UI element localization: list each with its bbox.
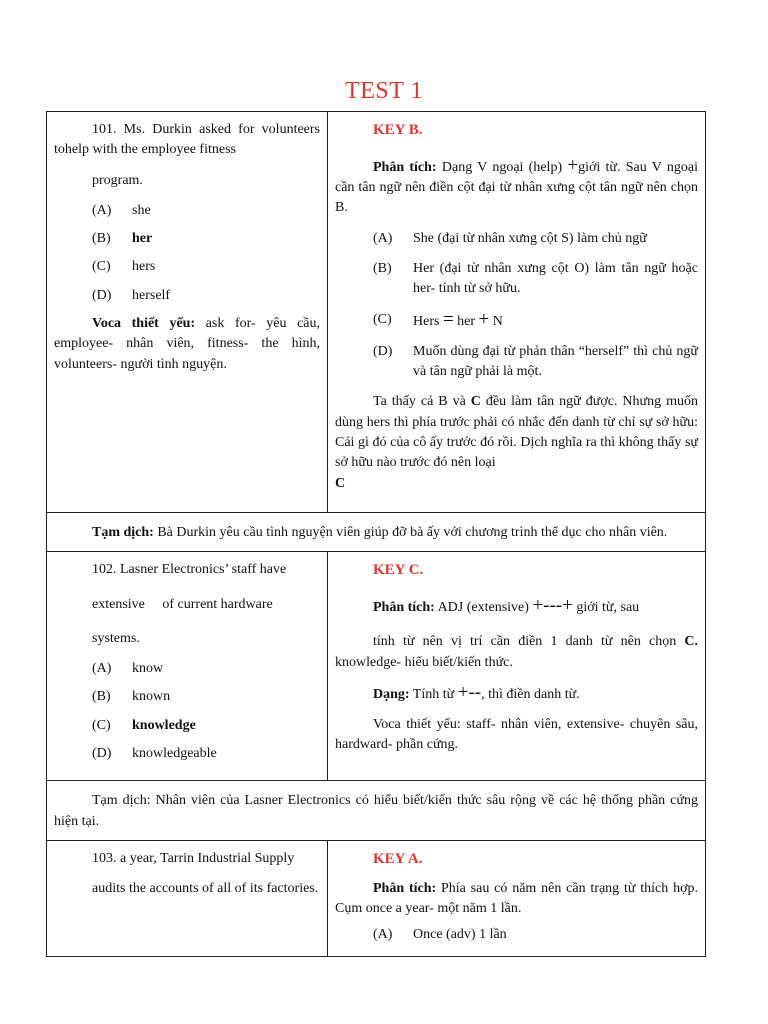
analysis-text xyxy=(335,596,698,618)
vocabulary-text: ask for- yêu cầu, employee- nhân viên, fitness- the hình, volunteers- người tình nguyện. xyxy=(54,316,320,372)
explanation-label: (C) xyxy=(373,311,392,327)
question-103-cell xyxy=(47,841,328,956)
form-part: Tính từ xyxy=(409,686,458,702)
answer-102-cell xyxy=(328,552,705,780)
option-b xyxy=(54,229,320,249)
question-102-text-cont: extensive of current hardware xyxy=(92,596,273,612)
form-label: Dạng: xyxy=(373,686,410,702)
analysis-label: Phân tích: xyxy=(373,880,437,896)
option-a xyxy=(54,659,320,679)
question-102-text: 102. Lasner Electronics’ staff have xyxy=(92,562,287,578)
translation-102-row xyxy=(47,781,705,841)
vocabulary-note: Voca thiết yếu: staff- nhân viên, extensive- chuyên sâu, hardward- phần cứng. xyxy=(335,717,698,753)
question-103-text: 103. a year, Tarrin Industrial Supply xyxy=(92,850,295,866)
analysis-part: tính từ nên vị trí cần điền 1 danh từ nên chọn xyxy=(373,634,685,650)
option-label: (D) xyxy=(92,745,112,761)
option-label: (B) xyxy=(92,231,111,247)
translation-body: Bà Durkin yêu cầu tình nguyện viên giúp đỡ bà ấy với chương trình thể dục cho nhân viên. xyxy=(153,524,668,540)
question-102-row xyxy=(47,552,705,781)
explanation-d xyxy=(335,342,698,383)
option-text: herself xyxy=(132,287,171,303)
conclusion-part: đều làm tân ngữ được. Nhưng muốn dùng hers thì phía trước phải có nhắc đến danh từ chỉ sự sở hữu: Cái gì đó của cô ấy trước đó rồi. Dịch nghĩa ra thì không thấy sự sở hữu nào trước đó nên loại xyxy=(335,394,698,471)
question-101-row xyxy=(47,112,705,513)
analysis-text-cont xyxy=(335,632,698,673)
question-101-text-cont: program. xyxy=(92,172,143,188)
option-label: (A) xyxy=(92,202,112,218)
question-103-row xyxy=(47,841,705,956)
translation-101-row xyxy=(47,513,705,552)
explanation-c xyxy=(335,310,698,332)
explanation-label: (A) xyxy=(373,927,393,943)
analysis-part: Phía sau có năm nên cần trạng từ thích hợp. Cụm once a year- một năm 1 lần. xyxy=(335,880,698,916)
form-part: , thì điền danh từ. xyxy=(481,686,580,702)
explanation-a xyxy=(335,229,698,249)
form-text xyxy=(335,683,698,705)
answer-table xyxy=(46,111,706,957)
option-b xyxy=(54,687,320,707)
plus-dash-symbol: +---+ xyxy=(532,594,573,616)
formula-part: her xyxy=(453,313,479,329)
analysis-text xyxy=(335,156,698,219)
answer-key: KEY C. xyxy=(373,562,424,579)
conclusion-bold: C xyxy=(335,475,346,491)
option-text: know xyxy=(132,661,164,677)
vocabulary-label: Voca thiết yếu: xyxy=(92,316,196,332)
analysis-part: Dạng V ngoại (help) xyxy=(436,159,568,175)
explanation-text: Muốn dùng đại từ phản thân “herself” thì chủ ngữ và tân ngữ phải là một. xyxy=(413,343,698,380)
translation-label: Tạm dịch: xyxy=(92,524,154,540)
option-d xyxy=(54,286,320,306)
translation-text: Tạm dịch: Nhân viên của Lasner Electronics có hiểu biết/kiến thức sâu rộng về các hệ thống phần cứng hiện tại. xyxy=(54,793,698,829)
answer-key: KEY B. xyxy=(373,122,423,138)
option-label: (C) xyxy=(92,259,111,275)
equals-symbol: = xyxy=(442,308,454,330)
explanation-text: Her (đại từ nhân xưng cột O) làm tân ngữ hoặc her- tính từ sở hữu. xyxy=(413,260,698,297)
plus-symbol: + xyxy=(478,308,490,330)
analysis-part: knowledge- hiểu biết/kiến thức. xyxy=(335,654,513,670)
translation-102-cell xyxy=(47,781,705,840)
answer-101-cell xyxy=(328,112,705,512)
option-d xyxy=(54,744,320,764)
analysis-text xyxy=(335,879,698,920)
answer-103-cell xyxy=(328,841,705,956)
analysis-label: Phân tích: xyxy=(373,159,437,175)
explanation-text: She (đại từ nhân xưng cột S) làm chủ ngữ xyxy=(413,230,647,246)
analysis-part: giới từ, sau xyxy=(572,599,640,615)
analysis-label: Phân tích: xyxy=(373,599,435,615)
question-101-cell xyxy=(47,112,328,512)
vocabulary-note xyxy=(54,314,320,375)
option-label: (B) xyxy=(92,689,111,705)
explanation-b xyxy=(335,259,698,300)
option-label: (D) xyxy=(92,287,112,303)
option-text: known xyxy=(132,689,171,705)
option-text: hers xyxy=(132,259,156,275)
option-text-correct: her xyxy=(132,231,153,247)
translation-text xyxy=(54,523,698,543)
formula-part: N xyxy=(489,313,503,329)
plus-symbol: + xyxy=(567,154,579,176)
explanation-label: (D) xyxy=(373,343,393,359)
option-text-correct: knowledge xyxy=(132,717,196,733)
page-title: TEST 1 xyxy=(345,78,423,104)
explanation-a xyxy=(335,925,698,945)
analysis-part: giới từ. Sau V ngoại cần tân ngữ nên điền cột đại từ nhân xưng cột tân ngữ nên chọn B. xyxy=(335,159,698,216)
option-text: she xyxy=(132,202,151,218)
translation-101-cell xyxy=(47,513,705,551)
explanation-text: Once (adv) 1 lần xyxy=(413,927,507,943)
analysis-bold: C. xyxy=(684,634,698,650)
question-102-cell xyxy=(47,552,328,780)
option-label: (C) xyxy=(92,717,111,733)
question-101-text: 101. Ms. Durkin asked for volunteers tohelp with the employee fitness xyxy=(54,122,320,158)
formula-part: Hers xyxy=(413,313,443,329)
conclusion-bold: C xyxy=(470,394,481,410)
question-103-text-cont: audits the accounts of all of its factories. xyxy=(92,881,319,897)
option-c xyxy=(54,257,320,277)
plus-dash-symbol: +-- xyxy=(457,681,482,703)
explanation-label: (A) xyxy=(373,230,393,246)
conclusion-part: Ta thấy cả B và xyxy=(373,394,471,410)
option-text: knowledgeable xyxy=(132,745,217,761)
explanation-label: (B) xyxy=(373,260,392,276)
answer-key: KEY A. xyxy=(373,850,423,867)
conclusion-text xyxy=(335,392,698,493)
option-label: (A) xyxy=(92,661,112,677)
analysis-part: ADJ (extensive) xyxy=(434,599,533,615)
option-c xyxy=(54,716,320,736)
question-102-text-end: systems. xyxy=(92,630,140,646)
option-a xyxy=(54,201,320,221)
explanation-text xyxy=(413,310,503,332)
